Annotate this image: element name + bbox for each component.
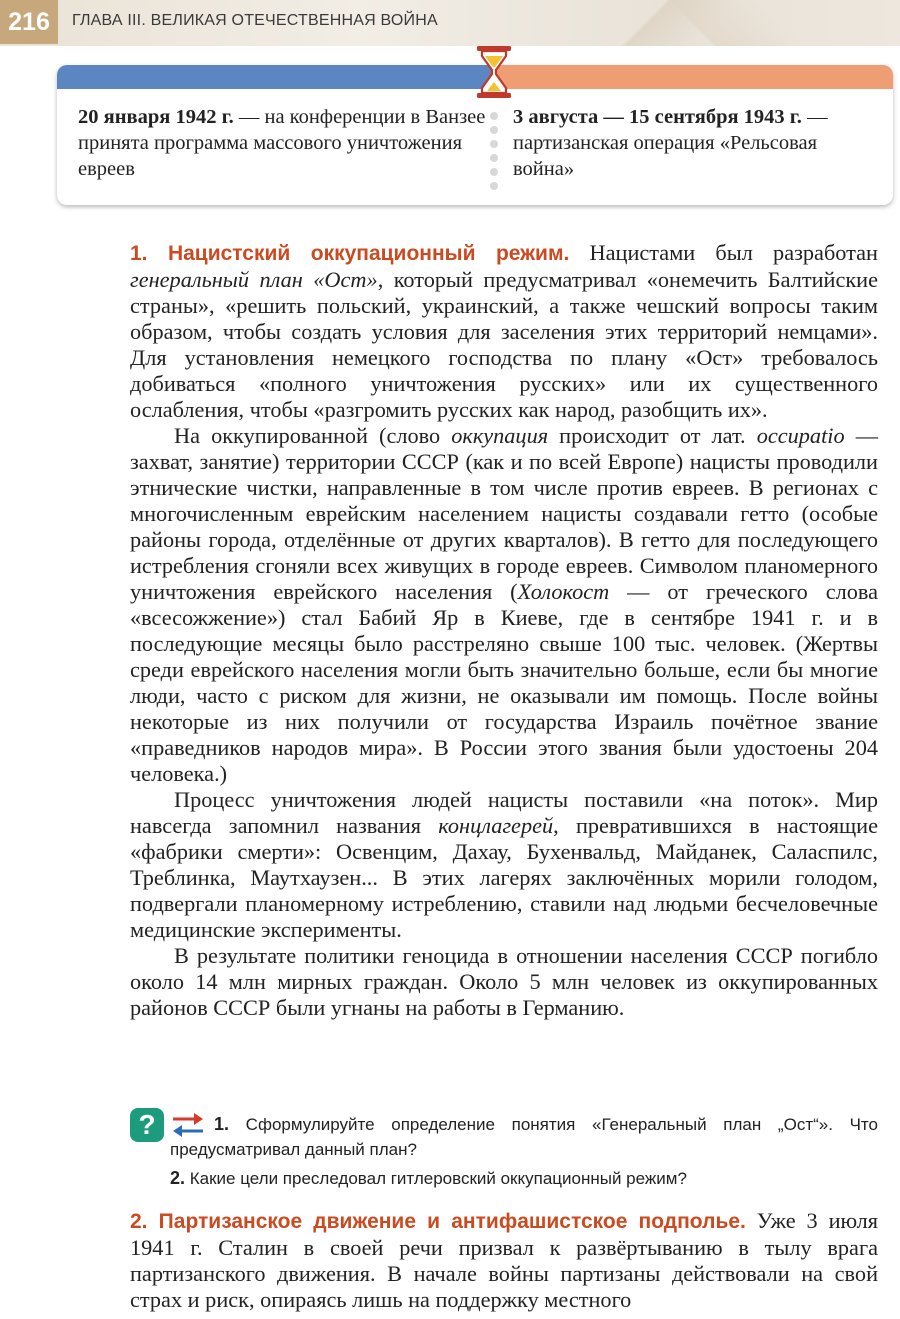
timeline-divider [489,112,499,204]
term-occupatio: occupatio [756,423,845,448]
term-holocaust: Холокост [517,579,610,604]
timeline-event-right [513,104,883,182]
section-2-paragraph-1: 2. Партизанское движение и антифашистское подполье. Уже 3 июля 1941 г. Сталин в своей речи призвал к развёртыванию в тылу врага партизанского движения. В начале войны партизаны действовали на свой страх и риск, опираясь лишь на поддержку местного [130,1208,878,1312]
timeline-date-right: 3 августа — 15 сентября 1943 г. [513,106,802,128]
timeline-text-right: — партизанская операция «Рельсовая война» [513,106,828,180]
header-decoration [480,0,900,46]
timeline-bar-left [57,65,497,89]
page-header [0,0,900,46]
section-1-paragraph-1: 1. Нацистский оккупационный режим. Нацистами был разработан генеральный план «Ост», который предусматривал «онемечить Балтийские страны», «решить польский, украинский, а также чешский вопросы таким образом, чтобы создать условия для заселения этих территорий немцами». Для установления немецкого господства по плану «Ост» требовалось добиваться «полного уничтожения русских» или их существенного ослабления, чтобы «разгромить русских как народ, разобщить их». [130,240,878,422]
timeline-date-left: 20 января 1942 г. [78,106,234,128]
page-number: 216 [0,0,58,44]
section-2-heading: 2. Партизанское движение и антифашистское подполье. [130,1210,746,1233]
section-1-paragraph-4: В результате политики геноцида в отношении населения СССР погибло около 14 млн мирных граждан. Около 5 млн человек из оккупированных районов СССР были угнаны на работы в Германию. [130,943,878,1020]
hourglass-icon [475,45,513,99]
term-occupation: оккупация [451,423,549,448]
question-2: 2. Какие цели преследовал гитлеровский оккупационный режим? [170,1168,687,1188]
section-1-heading: 1. Нацистский оккупационный режим. [130,242,570,265]
section-2 [130,1208,878,1313]
section-1 [130,240,878,1021]
chapter-title: ГЛАВА III. ВЕЛИКАЯ ОТЕЧЕСТВЕННАЯ ВОЙНА [72,12,438,29]
timeline-bar-right [497,65,893,89]
review-questions [170,1112,878,1191]
question-icon: ? [130,1108,164,1142]
timeline-text-left: — на конференции в Ванзее принята программа массового уничтожения евреев [78,106,486,180]
question-1: 1. Сформулируйте определение понятия «Генеральный план „Ост“». Что предусматривал данный план? [170,1114,878,1159]
section-1-paragraph-3: Процесс уничтожения людей нацисты поставили «на поток». Мир навсегда запомнил названия концлагерей, превратившихся в настоящие «фабрики смерти»: Освенцим, Дахау, Бухенвальд, Майданек, Саласпилс, Треблинка, Маутхаузен... В этих лагерях заключённых морили голодом, подвергали планомерному истреблению, ставили над людьми бесчеловечные медицинские эксперименты. [130,787,878,942]
term-concentration-camps: концлагерей [438,813,554,838]
section-1-paragraph-2: На оккупированной (слово оккупация происходит от лат. occupatio — захват, занятие) территории СССР (как и по всей Европе) нацисты проводили этнические чистки, направленные в том числе против евреев. В регионах с многочисленным еврейским населением нацисты создавали гетто (особые районы города, отделённые от других кварталов). В гетто для последующего истребления сгоняли всех живущих в городе евреев. Символом планомерного уничтожения еврейского населения (Холокост — от греческого слова «всесожжение») стал Бабий Яр в Киеве, где в сентябре 1941 г. и в последующие месяцы было расстреляно свыше 100 тыс. человек. (Жертвы среди еврейского населения могли быть значительно больше, если бы многие люди, часто с риском для жизни, не оказывали им помощь. После войны некоторые из них получили от государства Израиль почётное звание «праведников народов мира». В России этого звания были удостоены 204 человека.) [130,423,879,786]
timeline-event-left [78,104,488,182]
term-plan-ost: генеральный план «Ост» [130,267,378,292]
